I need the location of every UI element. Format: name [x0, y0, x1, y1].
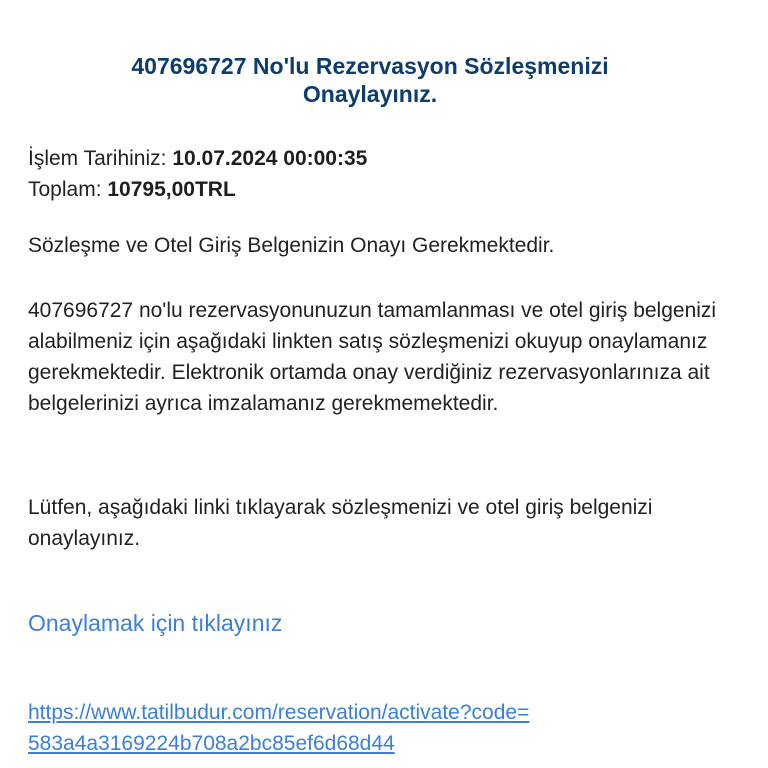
transaction-date-label: İşlem Tarihiniz: — [28, 147, 173, 170]
total-row — [28, 174, 367, 205]
activation-url-link[interactable] — [28, 697, 740, 759]
email-title-line2: Onaylayınız. — [302, 81, 438, 107]
transaction-meta — [28, 143, 367, 205]
request-paragraph: Lütfen, aşağıdaki linki tıklayarak sözleşmenizi ve otel giriş belgenizi onaylayınız. — [28, 496, 653, 550]
total-value: 10795,00TRL — [107, 178, 236, 201]
total-label: Toplam: — [28, 178, 108, 201]
body-paragraph: 407696727 no'lu rezervasyonunuzun tamamlanması ve otel giriş belgenizi alabilmeniz için aşağıdaki linkten satış sözleşmenizi okuyup onaylamanız gerekmektedir. Elektronik ortamda onay verdiğiniz rezervasyonlarınıza ait belgelerinizi ayrıca imzalamanız gerekmemektedir. — [28, 299, 717, 415]
email-title-line1: 407696727 No'lu Rezervasyon Sözleşmenizi — [131, 53, 609, 79]
transaction-date-value: 10.07.2024 00:00:35 — [172, 147, 368, 170]
confirm-link[interactable]: Onaylamak için tıklayınız — [28, 610, 283, 636]
email-title — [0, 52, 740, 108]
activation-url-line2: 583a4a3169224b708a2bc85ef6d68d44 — [28, 732, 395, 755]
activation-url-line1: https://www.tatilbudur.com/reservation/activate?code= — [28, 701, 530, 724]
approval-notice: Sözleşme ve Otel Giriş Belgenizin Onayı Gerekmektedir. — [28, 234, 555, 257]
transaction-date-row — [28, 143, 367, 174]
